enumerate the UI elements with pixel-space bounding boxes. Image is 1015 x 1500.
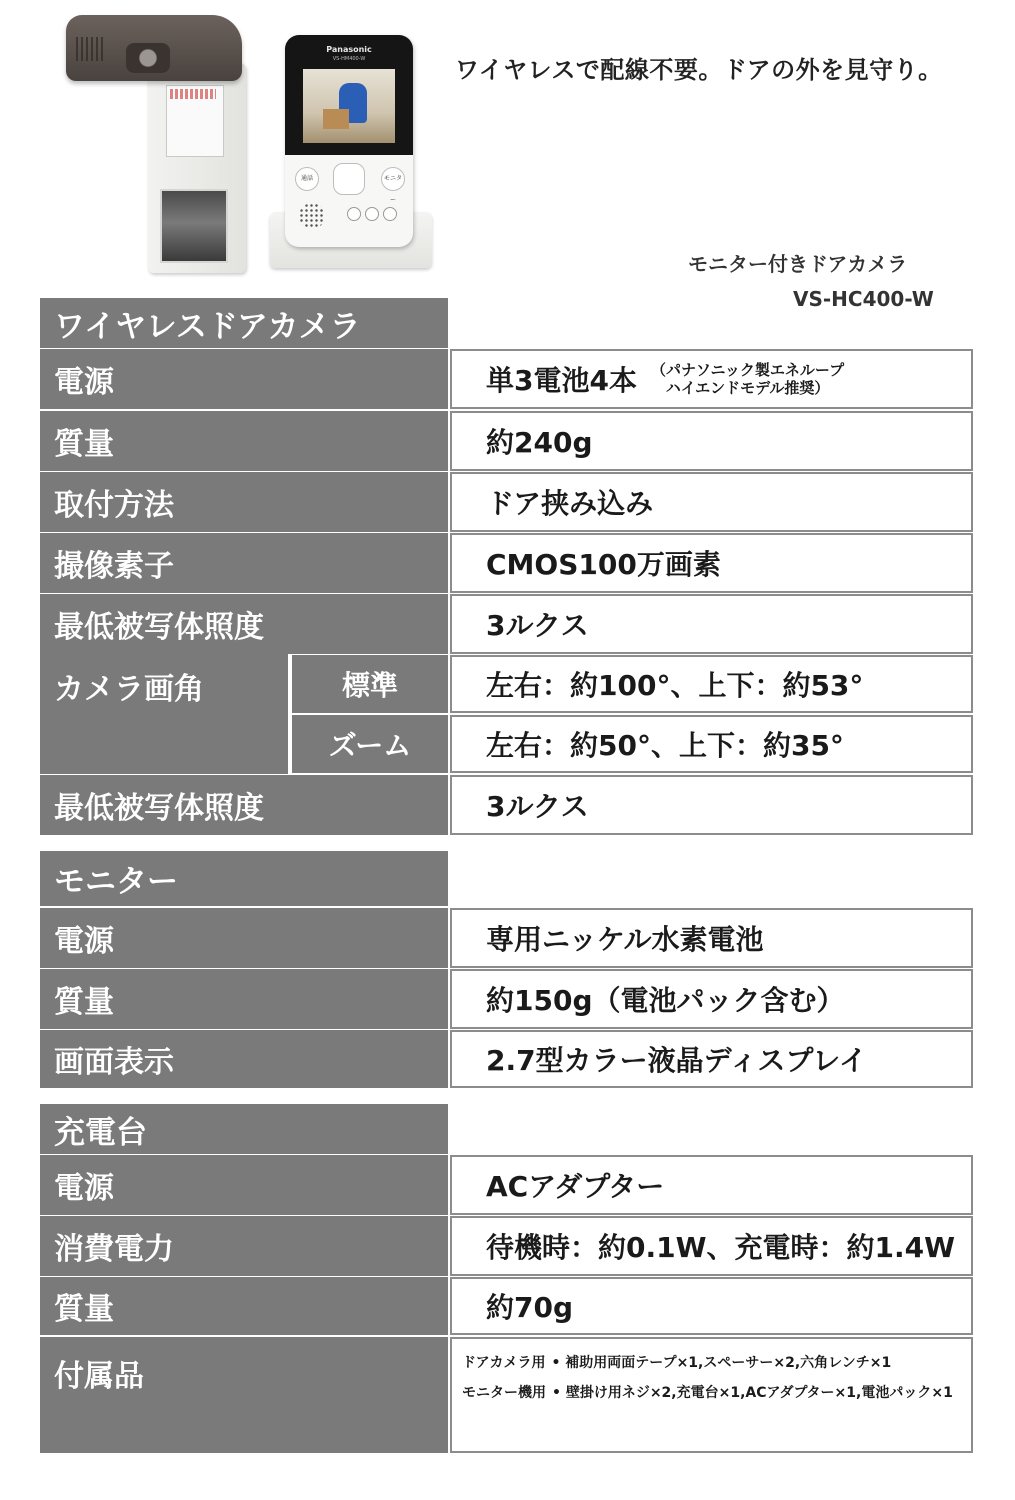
spec-row-camera-power [40, 349, 973, 409]
spec-label-camera-angle: カメラ画角 [40, 654, 288, 774]
tagline: ワイヤレスで配線不要。ドアの外を見守り。 [455, 56, 943, 84]
spec-label: 質量 [40, 1277, 448, 1335]
camera-lens-icon [126, 43, 170, 73]
accessories-monitor: モニター機用 • 壁掛け用ネジ×2,充電台×1,ACアダプター×1,電池パック×1 [462, 1385, 953, 1401]
speaker-grill [76, 37, 106, 61]
talk-button: 通話 [295, 167, 319, 191]
spec-value: ドア挟み込み [450, 472, 973, 532]
camera-section-heading: ワイヤレスドアカメラ [40, 298, 448, 348]
spec-row-charger-power [40, 1155, 973, 1215]
spec-label: 取付方法 [40, 472, 448, 532]
spec-label: 最低被写体照度 [40, 775, 448, 835]
spec-sublabel-zoom: ズーム [292, 715, 448, 773]
door-camera-head [66, 15, 242, 81]
monitor-section-heading: モニター [40, 851, 448, 906]
spec-label: 撮像素子 [40, 533, 448, 593]
menu-button [365, 207, 379, 221]
spec-value: 待機時：約0.1W、充電時：約1.4W [450, 1216, 973, 1276]
spec-value: ACアダプター [450, 1155, 973, 1215]
spec-value: 約150g（電池パック含む） [450, 969, 973, 1029]
spec-value: 約70g [450, 1277, 973, 1335]
door-camera-image [60, 15, 260, 275]
product-model: VS-HC400-W [793, 287, 934, 311]
spec-value: 2.7型カラー液晶ディスプレイ [450, 1030, 973, 1088]
monitor-image [270, 30, 432, 270]
end-button [383, 207, 397, 221]
spec-value: CMOS100万画素 [450, 533, 973, 593]
spec-value: 3ルクス [450, 775, 973, 835]
monitor-button: モニター [381, 167, 405, 191]
spec-value [450, 1337, 973, 1453]
spec-label: 電源 [40, 908, 448, 968]
spec-value [450, 349, 973, 409]
spec-label: 消費電力 [40, 1216, 448, 1276]
spec-label: 電源 [40, 349, 448, 409]
monitor-body [285, 35, 413, 247]
spec-value: 約240g [450, 411, 973, 471]
spec-row-display [40, 1030, 973, 1088]
solar-panel [160, 189, 228, 263]
spec-row-accessories [40, 1337, 973, 1453]
spec-label: 質量 [40, 411, 448, 471]
spec-label: 電源 [40, 1155, 448, 1215]
play-button [347, 207, 361, 221]
speaker-icon [299, 203, 325, 229]
spec-row-mount [40, 472, 973, 532]
camera-power-value: 単3電池4本 [486, 364, 637, 397]
spec-label: 質量 [40, 969, 448, 1029]
spec-row-camera-weight [40, 411, 973, 471]
spec-row-consumption [40, 1216, 973, 1276]
spec-value: 3ルクス [450, 594, 973, 654]
spec-label: 画面表示 [40, 1030, 448, 1088]
spec-row-angle-standard [40, 655, 973, 713]
spec-row-illumination-2 [40, 775, 973, 835]
accessories-camera: ドアカメラ用 • 補助用両面テープ×1,スペーサー×2,六角レンチ×1 [462, 1355, 892, 1371]
camera-power-note: （パナソニック製エネループ ハイエンドモデル推奨） [650, 361, 845, 397]
product-name: モニター付きドアカメラ [688, 252, 908, 276]
charger-section-heading: 充電台 [40, 1104, 448, 1154]
spec-row-monitor-weight [40, 969, 973, 1029]
warning-sticker [170, 89, 216, 99]
door-camera-body [148, 63, 246, 273]
spec-value: 左右：約100°、上下：約53° [450, 655, 973, 713]
spec-row-illumination [40, 594, 973, 654]
spec-label: 最低被写体照度 [40, 594, 448, 654]
monitor-brand: Panasonic [326, 45, 372, 54]
spec-label: 付属品 [40, 1337, 448, 1453]
spec-row-monitor-power [40, 908, 973, 968]
parcel-box [323, 109, 349, 129]
spec-value: 左右：約50°、上下：約35° [450, 715, 973, 773]
spec-row-charger-weight [40, 1277, 973, 1335]
spec-row-sensor [40, 533, 973, 593]
spec-row-angle-zoom [40, 715, 973, 773]
monitor-screen [303, 69, 395, 143]
monitor-model: VS-HM400-W [332, 56, 366, 62]
spec-value: 専用ニッケル水素電池 [450, 908, 973, 968]
spec-sublabel-standard: 標準 [292, 655, 448, 713]
center-button [333, 163, 365, 195]
